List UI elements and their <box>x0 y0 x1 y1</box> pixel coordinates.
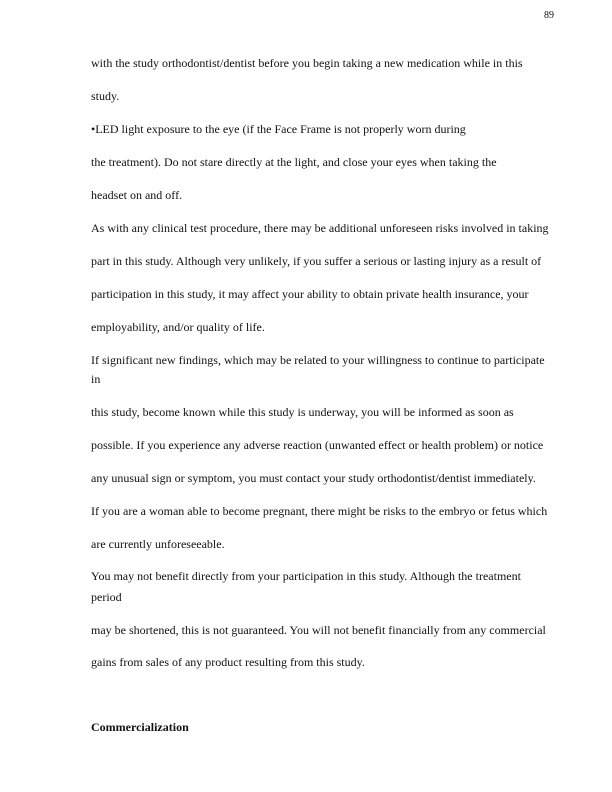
text-line: period <box>91 590 122 604</box>
text-line: any unusual sign or symptom, you must contact your study orthodontist/dentist immediately. <box>91 471 536 485</box>
page-number: 89 <box>544 10 554 21</box>
text-line: If significant new findings, which may be related to your willingness to continue to participate <box>91 353 545 367</box>
text-line: participation in this study, it may affect your ability to obtain private health insurance, your <box>91 287 529 301</box>
text-line: If you are a woman able to become pregnant, there might be risks to the embryo or fetus which <box>91 504 548 518</box>
text-line: study. <box>91 89 120 103</box>
text-line: You may not benefit directly from your participation in this study. Although the treatment <box>91 569 521 583</box>
text-line: may be shortened, this is not guaranteed. You will not benefit financially from any commercial <box>91 623 546 637</box>
text-line: in <box>91 372 101 386</box>
text-line: with the study orthodontist/dentist before you begin taking a new medication while in this <box>91 56 523 70</box>
text-line: this study, become known while this study is underway, you will be informed as soon as <box>91 405 514 419</box>
section-heading: Commercialization <box>91 720 189 734</box>
text-line: possible. If you experience any adverse reaction (unwanted effect or health problem) or notice <box>91 438 544 452</box>
text-line: employability, and/or quality of life. <box>91 320 265 334</box>
text-line: gains from sales of any product resulting from this study. <box>91 655 365 669</box>
text-line: As with any clinical test procedure, there may be additional unforeseen risks involved in taking <box>91 221 549 235</box>
text-line: part in this study. Although very unlikely, if you suffer a serious or lasting injury as a result of <box>91 254 542 268</box>
text-line: the treatment). Do not stare directly at the light, and close your eyes when taking the <box>91 155 497 169</box>
text-line: •LED light exposure to the eye (if the Face Frame is not properly worn during <box>91 122 466 136</box>
text-line: headset on and off. <box>91 188 183 202</box>
text-line: are currently unforeseeable. <box>91 537 225 551</box>
